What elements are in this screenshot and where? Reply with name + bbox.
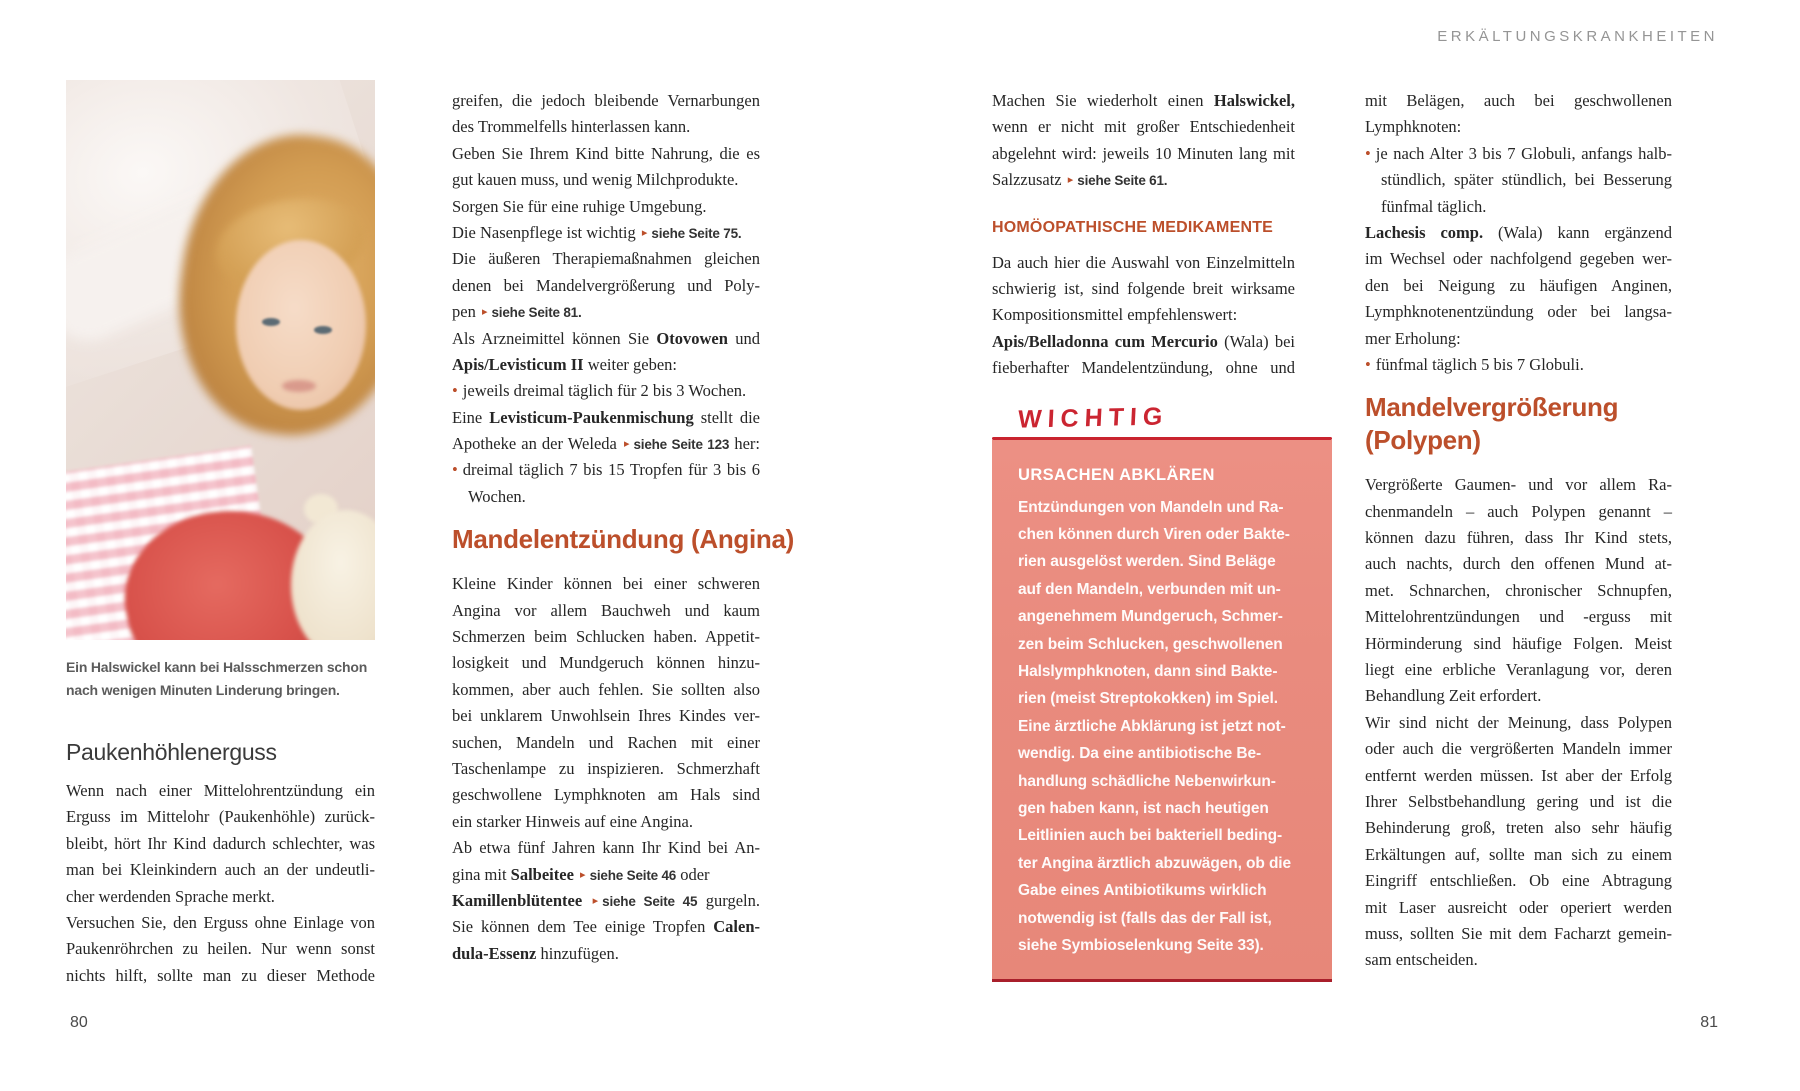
text-line (452, 378, 760, 404)
box-line: ter Angina ärztlich abzuwägen, ob die (1018, 854, 1292, 872)
heading-line: nach wenigen Minuten Linderung bringen. (66, 682, 340, 698)
text-run: met. Schnarchen, chronischer Schnupfen, (1365, 580, 1672, 600)
text-run: dula-Essenz (452, 943, 537, 963)
wichtig-box (992, 440, 1332, 983)
text-line (1365, 499, 1672, 525)
text-run: fünfmal täglich 5 bis 7 Globuli. (1375, 354, 1584, 374)
cross-reference: siehe Seite 81. (491, 305, 582, 321)
text-line (452, 730, 760, 756)
paragraph (452, 88, 760, 510)
text-run: stellt die (693, 407, 760, 427)
text-line (1365, 895, 1672, 921)
text-line (1365, 352, 1672, 378)
text-line (452, 941, 760, 967)
text-line (992, 302, 1295, 328)
text-run: hinzufügen. (536, 943, 619, 963)
text-line (1365, 657, 1672, 683)
page81-column2 (1365, 88, 1672, 974)
box-line: rien ausgelöst werden. Sind Beläge (1018, 553, 1276, 571)
page-number-81: 81 (1700, 1014, 1718, 1031)
box-line: Entzündungen von Mandeln und Ra- (1018, 498, 1284, 516)
text-run: Machen Sie wiederholt einen (992, 91, 1214, 110)
text-run: oder (676, 864, 710, 884)
text-run: Vergrößerte Gaumen- und vor allem Ra- (1365, 475, 1672, 495)
text-run: pen (452, 302, 480, 322)
text-line (452, 624, 760, 650)
text-run: Ab etwa fünf Jahren kann Ihr Kind bei An- (452, 838, 760, 858)
text-run: im Wechsel oder nachfolgend gegeben wer- (1365, 249, 1672, 269)
mouth-shape (282, 380, 316, 392)
text-run: Sie können dem Tee einige Tropfen (452, 917, 714, 937)
xref-arrow-icon: ▸ (641, 225, 648, 239)
text-run: denen bei Mandelvergrößerung und Poly- (452, 275, 760, 295)
page80-column2 (452, 88, 795, 967)
text-run: Angina vor allem Bauchweh und kaum (452, 600, 760, 620)
text-run: Lymphknotenentzündung oder bei langsa- (1365, 302, 1672, 322)
text-line (1365, 868, 1672, 894)
text-run: Halswickel, (1213, 91, 1295, 110)
heading-line: Mandelentzündung (Angina) (452, 524, 795, 555)
text-line (992, 114, 1295, 140)
text-run: oder auch die vergrößerten Mandeln immer (1365, 739, 1672, 759)
paragraph (992, 88, 1295, 194)
box-line: notwendig ist (falls das der Fall ist, (1018, 909, 1272, 927)
text-line (1365, 551, 1672, 577)
text-run: wenn er nicht mit großer Entschiedenheit (992, 117, 1295, 137)
text-line (992, 141, 1295, 167)
text-run: je nach Alter 3 bis 7 Globuli, anfangs halb- (1375, 143, 1672, 163)
text-line (452, 650, 760, 676)
text-run: her: (729, 434, 760, 454)
text-run: man bei Kleinkindern auch an der undeutli- (66, 860, 375, 880)
photo-caption (66, 656, 375, 702)
bullet-icon: • (452, 381, 458, 401)
text-run: cher werdenden Sprache merkt. (66, 886, 275, 906)
text-run: losigkeit und Mundgeruch können hinzu- (452, 653, 760, 673)
text-run: stündlich, später stündlich, bei Besserung (1381, 170, 1672, 190)
text-line (452, 598, 760, 624)
text-run: (Wala) kann ergänzend (1483, 222, 1673, 242)
text-run: entfernt werden müssen. Ist aber der Erfolg (1365, 765, 1672, 785)
box-line: gen haben kann, ist nach heutigen (1018, 799, 1269, 817)
text-line (1365, 683, 1672, 709)
text-line (1365, 631, 1672, 657)
box-line: chen können durch Viren oder Bakte- (1018, 525, 1290, 543)
text-run: und (727, 328, 760, 348)
text-run: muss, sollten Sie mit dem Facharzt gemein- (1365, 923, 1672, 943)
page81-column1 (992, 88, 1295, 982)
text-run: suchen, Mandeln und Rachen mit einer (452, 732, 760, 752)
paragraph (1365, 472, 1672, 973)
text-run: Paukenröhrchen zu heilen. Nur wenn sonst (66, 939, 375, 959)
box-line: Leitlinien auch bei bakteriell beding- (1018, 827, 1283, 845)
text-line (1365, 114, 1672, 140)
text-line (452, 484, 760, 510)
text-line (1365, 246, 1672, 272)
text-line (452, 457, 760, 483)
text-line (66, 857, 375, 883)
child-photo (66, 80, 375, 640)
heading-line: (Polypen) (1365, 425, 1481, 456)
text-run: mit Belägen, auch bei geschwollenen (1365, 91, 1672, 110)
text-line (1365, 326, 1672, 352)
text-line (452, 782, 760, 808)
text-run: Salzzusatz (992, 170, 1066, 190)
text-run: Mittelohrentzündungen und -erguss mit (1365, 607, 1672, 627)
text-line (452, 114, 760, 140)
text-run: Levisticum-Paukenmischung (489, 407, 694, 427)
text-line (452, 888, 760, 914)
text-run: Sorgen Sie für eine ruhige Umgebung. (452, 196, 707, 216)
text-line (1365, 88, 1672, 114)
text-line (1365, 525, 1672, 551)
text-line (66, 910, 375, 936)
page80-column1 (66, 80, 375, 989)
paragraph (66, 778, 375, 989)
text-line (452, 703, 760, 729)
text-line (66, 831, 375, 857)
text-run: Calen- (713, 917, 760, 937)
text-line (66, 778, 375, 804)
text-line (452, 246, 760, 272)
box-line: Gabe eines Antibiotikums wirklich (1018, 882, 1267, 900)
heading-line: Mandelvergrößerung (1365, 392, 1619, 423)
text-line (1365, 194, 1672, 220)
box-line: rien (meist Streptokokken) im Spiel. (1018, 690, 1278, 708)
text-run: des Trommelfells hinterlassen kann. (452, 117, 691, 137)
text-run: Eine (452, 407, 490, 427)
text-line (1365, 604, 1672, 630)
text-line (1365, 921, 1672, 947)
text-line (992, 250, 1295, 276)
text-run: Kompositionsmittel empfehlenswert: (992, 305, 1238, 325)
text-line (452, 194, 760, 220)
text-line (66, 963, 375, 989)
text-run: chenmandeln – auch Polypen genannt – (1365, 501, 1672, 521)
box-line: auf den Mandeln, verbunden mit un- (1018, 580, 1281, 598)
text-run: kommen, aber auch fehlen. Sie sollten also (452, 679, 760, 699)
paragraph (1365, 88, 1672, 378)
paragraph (992, 250, 1295, 382)
text-line (66, 884, 375, 910)
text-run: fieberhafter Mandelentzündung, ohne und (992, 358, 1295, 378)
text-run: dreimal täglich 7 bis 15 Tropfen für 3 bis 6 (462, 460, 760, 480)
text-run: Wenn nach einer Mittelohrentzündung ein (66, 781, 375, 800)
text-run: jeweils dreimal täglich für 2 bis 3 Wochen. (462, 381, 747, 401)
text-run: mit Laser ausreicht oder operiert werden (1365, 897, 1672, 917)
text-run: Otovowen (656, 328, 728, 348)
box-line: zen beim Schlucken, geschwollenen (1018, 635, 1283, 653)
text-run: ein starker Hinweis auf eine Angina. (452, 811, 694, 831)
xref-arrow-icon: ▸ (592, 893, 599, 907)
text-run: Behandlung Zeit erfordert. (1365, 686, 1542, 706)
text-run: Apis/Belladonna cum Mercurio (992, 331, 1218, 351)
text-run: (Wala) bei (1217, 331, 1295, 351)
text-line (452, 273, 760, 299)
subsection-heading (66, 738, 375, 766)
text-run: geschwollene Lymphknoten am Hals sind (452, 785, 760, 805)
box-line: Halslymphknoten, dann sind Bakte- (1018, 662, 1278, 680)
category-heading (992, 218, 1295, 238)
text-line (1365, 167, 1672, 193)
text-run: Da auch hier die Auswahl von Einzelmitteln (992, 252, 1295, 272)
text-run: abgelehnt wird: jeweils 10 Minuten lang mit (992, 143, 1295, 163)
text-line (1365, 472, 1672, 498)
eye-shape (314, 326, 332, 334)
text-line (452, 405, 760, 431)
text-line (66, 936, 375, 962)
text-line (452, 756, 760, 782)
text-line (66, 804, 375, 830)
text-run: greifen, die jedoch bleibende Vernarbungen (452, 91, 760, 110)
bullet-icon: • (1365, 354, 1371, 374)
text-line (1365, 141, 1672, 167)
text-run: bei unklarem Unwohlsein Ihres Kindes ver- (452, 706, 760, 726)
text-run: fünfmal täglich. (1381, 196, 1487, 216)
xref-arrow-icon: ▸ (580, 867, 586, 881)
text-line (452, 326, 760, 352)
text-line (452, 352, 760, 378)
text-line (1365, 842, 1672, 868)
text-run: Kamillenblütentee (452, 890, 591, 910)
paragraph (452, 571, 760, 967)
text-run: können dazu führen, dass Ihr Kind stets, (1365, 528, 1672, 548)
text-line (452, 571, 760, 597)
text-run: Ihrer Selbstbehandlung gering und ist die (1365, 791, 1672, 811)
text-line (452, 431, 760, 457)
text-line (1365, 789, 1672, 815)
text-line (992, 88, 1295, 114)
text-run: Wir sind nicht der Meinung, dass Polypen (1365, 712, 1672, 732)
text-run: sam entscheiden. (1365, 950, 1478, 970)
text-run: Als Arzneimittel können Sie (452, 328, 657, 348)
text-run: Wochen. (468, 486, 526, 506)
cross-reference: siehe Seite 123 (633, 437, 730, 453)
box-line: wendig. Da eine antibiotische Be- (1018, 745, 1262, 763)
cross-reference: siehe Seite 45 (602, 893, 698, 909)
box-line: angenehmem Mundgeruch, Schmer- (1018, 608, 1283, 626)
text-line (1365, 947, 1672, 973)
text-line (452, 809, 760, 835)
box-line: handlung schädliche Nebenwirkun- (1018, 772, 1276, 790)
text-line (1365, 273, 1672, 299)
text-line (992, 276, 1295, 302)
text-line (1365, 578, 1672, 604)
text-run: bleibt, hört Ihr Kind dadurch schlechter, was (66, 833, 375, 853)
xref-arrow-icon: ▸ (623, 437, 630, 451)
text-run: Taschenlampe zu inspizieren. Schmerzhaft (452, 758, 760, 778)
text-run: Behinderung groß, treten also sehr häufig (1365, 818, 1672, 838)
text-run: Erkältungen auf, sollte man sich zu einem (1365, 844, 1672, 864)
text-run: Versuchen Sie, den Erguss ohne Einlage von (66, 912, 375, 932)
page-number-80: 80 (70, 1014, 88, 1031)
text-run: gina mit (452, 864, 511, 884)
eye-shape (262, 318, 280, 326)
text-line (1365, 763, 1672, 789)
text-line (1365, 736, 1672, 762)
text-run: Die äußeren Therapiemaßnahmen gleichen (452, 249, 760, 269)
section-heading (452, 523, 795, 556)
text-line (452, 862, 760, 888)
text-line (452, 299, 760, 325)
bullet-icon: • (1365, 143, 1371, 163)
text-run: Erguss im Mittelohr (Paukenhöhle) zurück- (66, 807, 375, 827)
text-run: den bei Neigung zu häufigen Anginen, (1365, 275, 1672, 295)
text-run: Kleine Kinder können bei einer schweren (452, 574, 760, 594)
cross-reference: siehe Seite 46 (589, 867, 677, 883)
text-run: Lymphknoten: (1365, 117, 1462, 137)
text-run: Die Nasenpflege ist wichtig (452, 222, 640, 242)
text-run: Geben Sie Ihrem Kind bitte Nahrung, die es (452, 143, 760, 163)
wichtig-callout (992, 401, 1332, 983)
xref-arrow-icon: ▸ (1067, 173, 1074, 187)
text-line (452, 88, 760, 114)
heading-line: Ein Halswickel kann bei Halsschmerzen schon (66, 659, 368, 675)
heading-line: Paukenhöhlenerguss (66, 739, 277, 765)
bullet-icon: • (452, 460, 458, 480)
text-run: Eingriff entschließen. Ob eine Abtragung (1365, 871, 1672, 891)
box-line: Eine ärztliche Abklärung ist jetzt not- (1018, 717, 1286, 735)
text-line (992, 167, 1295, 193)
text-run: Apotheke an der Weleda (452, 434, 622, 454)
text-line (452, 141, 760, 167)
text-line (1365, 220, 1672, 246)
text-run: gurgeln. (697, 890, 760, 910)
text-run: nichts hilft, sollte man zu dieser Methode (66, 965, 375, 985)
text-line (1365, 710, 1672, 736)
heading-line: HOMÖOPATHISCHE MEDIKAMENTE (992, 218, 1274, 236)
text-run: Hörminderung sind häufige Folgen. Meist (1365, 633, 1672, 653)
text-run: weiter geben: (583, 354, 678, 374)
text-run: mer Erholung: (1365, 328, 1461, 348)
text-run: liegt eine erbliche Veranlagung vor, deren (1365, 660, 1672, 680)
text-line (452, 677, 760, 703)
text-line (452, 220, 760, 246)
text-run: auch nachts, durch den offenen Mund at- (1365, 554, 1672, 574)
text-line (992, 355, 1295, 381)
cross-reference: siehe Seite 75. (651, 225, 742, 241)
text-line (452, 914, 760, 940)
wichtig-label: WICHTIG (1017, 401, 1170, 434)
xref-arrow-icon: ▸ (481, 305, 488, 319)
text-line (1365, 815, 1672, 841)
chapter-header: ERKÄLTUNGSKRANKHEITEN (1437, 28, 1718, 45)
box-heading: URSACHEN ABKLÄREN (1018, 465, 1215, 484)
text-run: Schmerzen beim Schlucken haben. Appetit- (452, 627, 760, 647)
text-line (1365, 299, 1672, 325)
text-run: schwierig ist, sind folgende breit wirksame (992, 278, 1295, 298)
cross-reference: siehe Seite 61. (1077, 173, 1168, 189)
section-heading (1365, 391, 1672, 457)
text-run: gut kauen muss, und wenig Milchprodukte. (452, 170, 739, 190)
text-line (452, 167, 760, 193)
text-line (452, 835, 760, 861)
text-run: Lachesis comp. (1365, 222, 1484, 242)
text-run: Salbeitee (510, 864, 579, 884)
text-run: Apis/Levisticum II (452, 354, 584, 374)
teddy-bear-shape (291, 510, 375, 640)
box-line: siehe Symbioselenkung Seite 33). (1018, 937, 1264, 955)
text-line (992, 329, 1295, 355)
